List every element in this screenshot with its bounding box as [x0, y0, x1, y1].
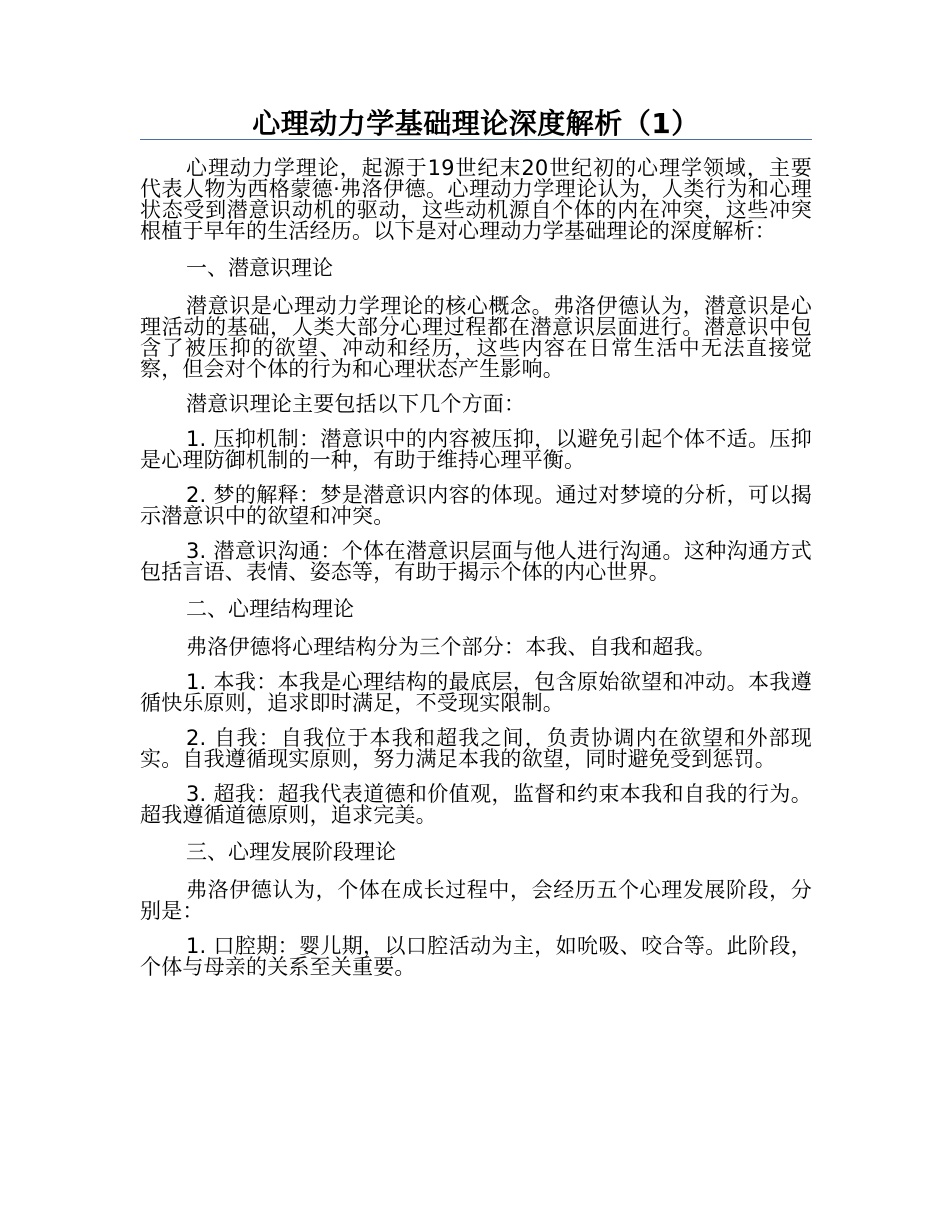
- title-underline: [140, 139, 812, 140]
- section-heading-development: 三、心理发展阶段理论: [186, 840, 396, 864]
- list-item-id: 1. 本我：本我是心理结构的最底层，包含原始欲望和冲动。本我遵循快乐原则，追求即时满足，不受现实限制。: [140, 670, 812, 715]
- list-item-ego: 2. 自我：自我位于本我和超我之间，负责协调内在欲望和外部现实。自我遵循现实原则，努力满足本我的欲望，同时避免受到惩罚。: [140, 726, 812, 771]
- structure-intro: 弗洛伊德将心理结构分为三个部分：本我、自我和超我。: [186, 635, 716, 659]
- section-heading-structure: 二、心理结构理论: [186, 597, 354, 621]
- list-item-unconscious-communication: 3. 潜意识沟通：个体在潜意识层面与他人进行沟通。这种沟通方式包括言语、表情、姿态等，有助于揭示个体的内心世界。: [140, 539, 812, 584]
- list-item-dreams: 2. 梦的解释：梦是潜意识内容的体现。通过对梦境的分析，可以揭示潜意识中的欲望和冲突。: [140, 483, 812, 528]
- section-heading-unconscious: 一、潜意识理论: [186, 256, 333, 280]
- page-title: 心理动力学基础理论深度解析（1）: [252, 107, 700, 140]
- list-item-repression: 1. 压抑机制：潜意识中的内容被压抑，以避免引起个体不适。压抑是心理防御机制的一种，有助于维持心理平衡。: [140, 427, 812, 472]
- intro-paragraph: 心理动力学理论，起源于19世纪末20世纪初的心理学领域，主要代表人物为西格蒙德·弗洛伊德。心理动力学理论认为，人类行为和心理状态受到潜意识动机的驱动，这些动机源自个体的内在冲突，这些冲突根植于早年的生活经历。以下是对心理动力学基础理论的深度解析：: [140, 156, 812, 243]
- unconscious-aspects-intro: 潜意识理论主要包括以下几个方面：: [186, 392, 526, 416]
- unconscious-paragraph: 潜意识是心理动力学理论的核心概念。弗洛伊德认为，潜意识是心理活动的基础，人类大部分心理过程都在潜意识层面进行。潜意识中包含了被压抑的欲望、冲动和经历，这些内容在日常生活中无法直接觉察，但会对个体的行为和心理状态产生影响。: [140, 294, 812, 381]
- list-item-superego: 3. 超我：超我代表道德和价值观，监督和约束本我和自我的行为。超我遵循道德原则，追求完美。: [140, 782, 812, 827]
- list-item-oral-stage: 1. 口腔期：婴儿期，以口腔活动为主，如吮吸、咬合等。此阶段，个体与母亲的关系至关重要。: [140, 934, 812, 979]
- development-intro: 弗洛伊德认为，个体在成长过程中，会经历五个心理发展阶段，分别是：: [140, 878, 812, 923]
- document-body: [140, 158, 812, 992]
- document-page: [140, 0, 812, 1230]
